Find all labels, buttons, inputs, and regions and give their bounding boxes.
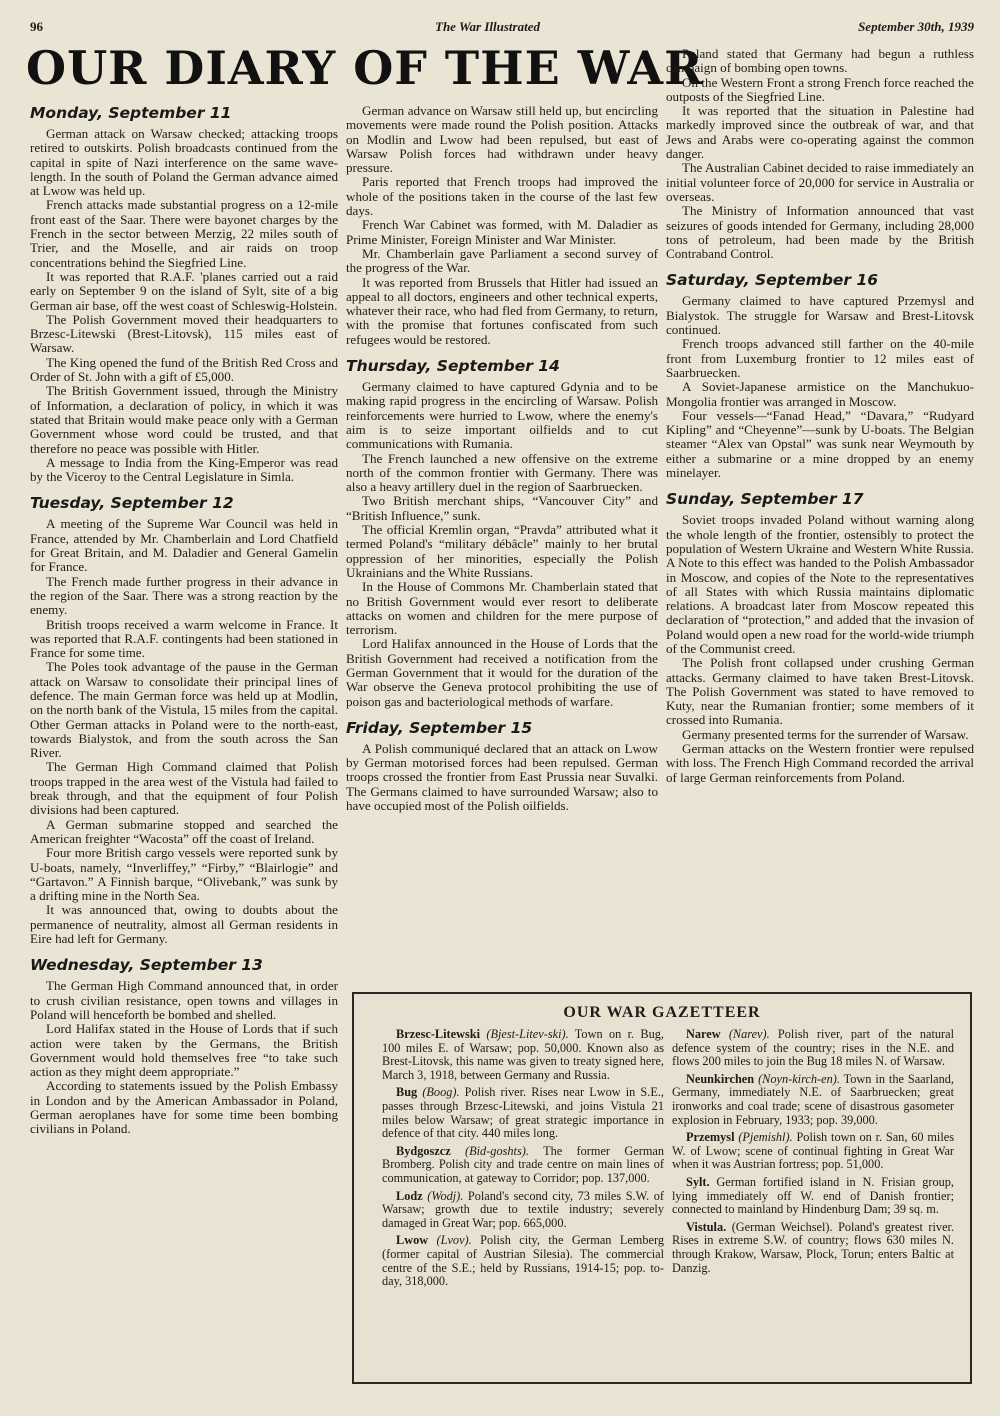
entry-pronunciation: (Bid-goshts). [465,1143,529,1158]
entry-name: Przemysl [686,1130,735,1145]
paragraph: German attack on Warsaw checked; attacking troops retired to outskirts. Polish broadcasts continued from the capital in spite of Nazi interference on the same wave-length. In the south of Poland the German advance aimed at Lwow was held up. [30,126,338,199]
running-head [30,19,974,37]
paragraph: In the House of Commons Mr. Chamberlain stated that no British Government would ever resort to deliberate attacks on women and children for the mere purpose of terrorism. [346,579,658,638]
page-title: OUR DIARY OF THE WAR [26,41,704,95]
paragraph: Lord Halifax stated in the House of Lords that if such action were taken by the Germans, the British Government would hold themselves free “to take such action as they might deem appropriate.” [30,1021,338,1080]
paragraph: On the Western Front a strong French force reached the outposts of the Siegfried Line. [666,74,974,104]
entry-name: Lodz [396,1188,423,1203]
paragraph: The German High Command claimed that Polish troops trapped in the area west of the Vistula had failed to break through, and that the equipment of four Polish divisions had been captured. [30,759,338,818]
paragraph: The Polish front collapsed under crushing German attacks. Germany claimed to have taken Brest-Litovsk. The Polish Government was stated to have removed to Kuty, near the Rumanian frontier; some members of it crossed into Rumania. [666,655,974,728]
entry-name: Brzesc-Litewski [396,1027,481,1041]
issue-date: September 30th, 1939 [858,19,974,34]
entry-text: Polish river, part of the natural defence system of the country; rises in the N.E. and flows 200 miles to join the Bug 18 miles N. of Warsaw. [672,1027,955,1069]
gazetteer-entry [382,1190,664,1231]
paragraph: The German High Command announced that, in order to crush civilian resistance, open towns and villages in Poland will henceforth be bombed and shelled. [30,978,338,1022]
paragraph: It was reported that R.A.F. 'planes carried out a raid early on September 9 on the island of Sylt, site of a big German air base, off the west coast of Schleswig-Holstein. [30,268,338,313]
entry-name: Lwow [396,1233,429,1248]
paragraph: French attacks made substantial progress on a 12-mile front east of the Saar. There were bayonet charges by the French in the sector between Merzig, 22 miles south of Trier, and the Moselle, and air raids on troop concentrations behind the Siegfried Line. [30,197,338,270]
paragraph: Germany claimed to have captured Gdynia and to be making rapid progress in the encircling of Warsaw. Polish reinforcements were hurried to Lwow, where the enemy's aim is to seize important oilfields and to cut communications with Rumania. [346,379,658,452]
paragraph: The Polish Government moved their headquarters to Brzesc-Litewski (Brest-Litovsk), 115 miles east of Warsaw. [30,311,338,356]
paragraph: Poland stated that Germany had begun a ruthless campaign of bombing open towns. [666,46,974,76]
entry-pronunciation: (Narev). [728,1027,770,1041]
entry-pronunciation: (Pjemishl). [738,1130,793,1145]
paragraph: French War Cabinet was formed, with M. Daladier as Prime Minister, Foreign Minister and War Minister. [346,217,658,247]
paragraph: A message to India from the King-Emperor was read by the Viceroy to the Central Legislature in Simla. [30,454,338,485]
paragraph: A meeting of the Supreme War Council was held in France, attended by Mr. Chamberlain and Lord Chatfield for Great Britain, and M. Daladier and General Gamelin for France. [30,516,338,575]
entry-pronunciation: (Wodj). [427,1188,464,1203]
paragraph: German advance on Warsaw still held up, but encircling movements were made round the Polish position. Attacks on Modlin and Lwow had been repulsed, but east of Warsaw Polish forces had withdrawn under heavy pressure. [346,103,658,176]
gazetteer-entry [672,1221,954,1275]
gazetteer-entry [672,1073,954,1127]
entry-text: Town in the Saarland, Germany, immediately N.E. of Saarbruecken; great ironworks and coal trade; scene of disastrous gasometer explosion in February, 1933; pop. 39,000. [672,1071,954,1127]
gazetteer-entry [382,1028,664,1082]
entry-text: Polish city, the German Lemberg (former capital of Austrian Silesia). The commercial centre of the S.E.; held by Russians, 1914-15; pop. to-day, 318,000. [382,1233,664,1289]
day-heading-thursday: Thursday, September 14 [346,357,560,376]
paragraph: Four more British cargo vessels were reported sunk by U-boats, namely, “Inverliffey,” “Firby,” “Blairlogie” and “Gartavon.” A Finnish barque, “Olivebank,” was sunk by a drifting mine in the North Sea. [30,845,338,904]
paragraph: A Soviet-Japanese armistice on the Manchukuo-Mongolia frontier was arranged in Moscow. [666,379,974,409]
paragraph: The French launched a new offensive on the extreme north of the common frontier with Germany. There was also a heavy artillery duel in the region of Saarbruecken. [346,450,658,495]
entry-name: Narew [686,1027,721,1041]
entry-pronunciation: (Noyn-kirch-en). [758,1071,840,1086]
paragraph: A German submarine stopped and searched the American freighter “Wacosta” off the coast of Ireland. [30,816,338,846]
day-heading-friday: Friday, September 15 [346,718,533,737]
gazetteer-left-column [382,1028,664,1293]
war-gazetteer-box [352,992,972,1384]
paragraph: The official Kremlin organ, “Pravda” attributed what it termed Poland's “military débâcle” mainly to her brutal oppression of her minorities, especially the Polish Ukrainians and the White Russians. [346,522,658,580]
entry-pronunciation: (Boog). [422,1085,460,1100]
gazetteer-entry [382,1145,664,1186]
gazetteer-entry [382,1086,664,1140]
paragraph: Mr. Chamberlain gave Parliament a second survey of the progress of the War. [346,245,658,276]
magazine-title: The War Illustrated [435,19,540,34]
day-heading-monday: Monday, September 11 [30,104,232,122]
paragraph: It was reported from Brussels that Hitler had issued an appeal to all doctors, engineers and other technical experts, whatever their race, who had fled from Germany, to return, with the promise that fortunes confiscated from such refugees would be restored. [346,274,658,347]
day-heading-tuesday: Tuesday, September 12 [30,494,234,513]
paragraph: It was reported that the situation in Palestine had markedly improved since the outbreak of war, and that Jews and Arabs were co-operating against the common danger. [666,103,974,162]
entry-pronunciation: (Bjest-Litev-ski). [486,1027,569,1041]
entry-name: Vistula. [686,1219,727,1234]
paragraph: Two British merchant ships, “Vancouver City” and “British Influence,” sunk. [346,493,658,523]
paragraph: The French made further progress in their advance in the region of the Saar. There was a strong reaction by the enemy. [30,573,338,618]
entry-name: Bydgoszcz [396,1143,451,1158]
entry-name: Sylt. [686,1174,710,1189]
paragraph: Germany presented terms for the surrender of Warsaw. [682,726,969,742]
day-heading-sunday: Sunday, September 17 [666,490,864,509]
gazetteer-entry [672,1131,954,1172]
gazetteer-entry [672,1028,954,1069]
day-heading-wednesday: Wednesday, September 13 [30,956,263,975]
paragraph: According to statements issued by the Polish Embassy in London and by the American Ambassador in Poland, German aeroplanes have for some time been bombing civilians in Poland. [30,1078,338,1137]
entry-text: Town on r. Bug, 100 miles E. of Warsaw; pop. 50,000. Known also as Brest-Litovsk, this name was given to treaty signed here, March 3, 1918, between Germany and Russia. [382,1027,664,1082]
page-number: 96 [30,19,43,34]
paragraph: Soviet troops invaded Poland without warning along the whole length of the frontier, ostensibly to protect the population of Western Ukraine and Western White Russia. A Note to this effect was handed to the Polish Ambassador in Moscow, and copies of the Note to the representatives of all States with which Russia maintains diplomatic relations. A broadcast later from Moscow repeated this declaration of “protection,” and added that the invasion of Poland would open a new road for the world-wide triumph of the Communist creed. [666,512,974,656]
column-3 [666,47,974,785]
entry-text: German fortified island in N. Frisian group, lying immediately off W. end of Danish frontier; connected to mainland by Hindenburg Dam; 39 sq. m. [672,1174,955,1217]
day-heading-saturday: Saturday, September 16 [666,271,879,290]
paragraph: French troops advanced still farther on the 40-mile front from Luxemburg frontier to 12 miles east of Saarbruecken. [666,336,974,380]
gazetteer-entry [382,1234,664,1288]
paragraph: British troops received a warm welcome in France. It was reported that R.A.F. contingents had been stationed in France for some time. [30,616,338,661]
gazetteer-entry [672,1176,954,1217]
entry-pronunciation: (Lvov). [436,1233,472,1248]
entry-text: Poland's greatest river. Rises in extreme S.W. of country; flows 630 miles N. through Krakow, Warsaw, Plock, Torun; enters Baltic at Danzig. [672,1219,955,1275]
paragraph: It was announced that, owing to doubts about the permanence of neutrality, almost all German residents in Eire had left for Germany. [30,902,338,947]
paragraph: Germany claimed to have captured Przemysl and Bialystok. The struggle for Warsaw and Brest-Litovsk continued. [666,293,974,338]
entry-text: Poland's second city, 73 miles S.W. of Warsaw; growth due to textile industry; severely damaged in Great War; pop. 665,000. [382,1188,664,1230]
paragraph: Paris reported that French troops had improved the whole of the positions taken in the course of the last few days. [346,174,658,219]
entry-text: Polish town on r. San, 60 miles W. of Lwow; scene of continual fighting in Great War when it was Austrian fortress; pop. 51,000. [672,1130,954,1172]
paragraph: A Polish communiqué declared that an attack on Lwow by German motorised forces had been repulsed. German troops crossed the frontier from East Prussia near Suvalki. The Germans claimed to have surrounded Warsaw; also to have occupied most of the Polish oilfields. [346,740,658,814]
entry-text: Polish river. Rises near Lwow in S.E., passes through Brzesc-Litewski, and joins Vistula 21 miles below Warsaw; of great strategic importance in defence of that city. 440 miles long. [382,1085,664,1141]
gazetteer-title: OUR WAR GAZETTEER [563,1004,761,1021]
paragraph: Four vessels—“Fanad Head,” “Davara,” “Rudyard Kipling” and “Cheyenne”—sunk by U-boats. The Belgian steamer “Alex van Opstal” was sunk near Weymouth by either a submarine or a mine dropped by an enemy minelayer. [666,407,974,481]
paragraph: German attacks on the Western frontier were repulsed with loss. The French High Command recorded the arrival of large German reinforcements from Poland. [666,741,974,785]
entry-name: Bug [396,1085,418,1100]
entry-pronunciation: (German Weichsel). [731,1219,833,1234]
paragraph: Lord Halifax announced in the House of Lords that the British Government had received a notification from the German Government that it would for the duration of the War observe the Geneva protocol prohibiting the use of poison gas and bacteriological methods of warfare. [346,636,658,709]
paragraph: The King opened the fund of the British Red Cross and Order of St. John with a gift of £5,000. [30,354,338,385]
entry-name: Neunkirchen [686,1071,755,1086]
paragraph: The Australian Cabinet decided to raise immediately an initial volunteer force of 20,000 for service in Australia or overseas. [666,160,974,204]
gazetteer-right-column [672,1028,954,1279]
column-2 [346,104,658,813]
paragraph: The Poles took advantage of the pause in the German attack on Warsaw to consolidate their principal lines of defence. The main German force was held up at Modlin, on the north bank of the Vistula, 15 miles from the capital. Other German attacks in Poland were to the north-east, towards Bialystok, and from the south across the San River. [30,659,338,761]
entry-text: The former German Bromberg. Polish city and trade centre on main lines of communication, at gateway to Corridor; pop. 137,000. [382,1143,664,1185]
paragraph: The Ministry of Information announced that vast seizures of goods intended for Germany, including 28,000 tons of petroleum, had been made by the British Contraband Control. [666,203,974,262]
column-1 [30,104,338,1137]
paragraph: The British Government issued, through the Ministry of Information, a declaration of policy, in which it was stated that Britain would make peace only with a German Government whose word could be trusted, and that therefore no peace was possible with Hitler. [30,383,338,456]
